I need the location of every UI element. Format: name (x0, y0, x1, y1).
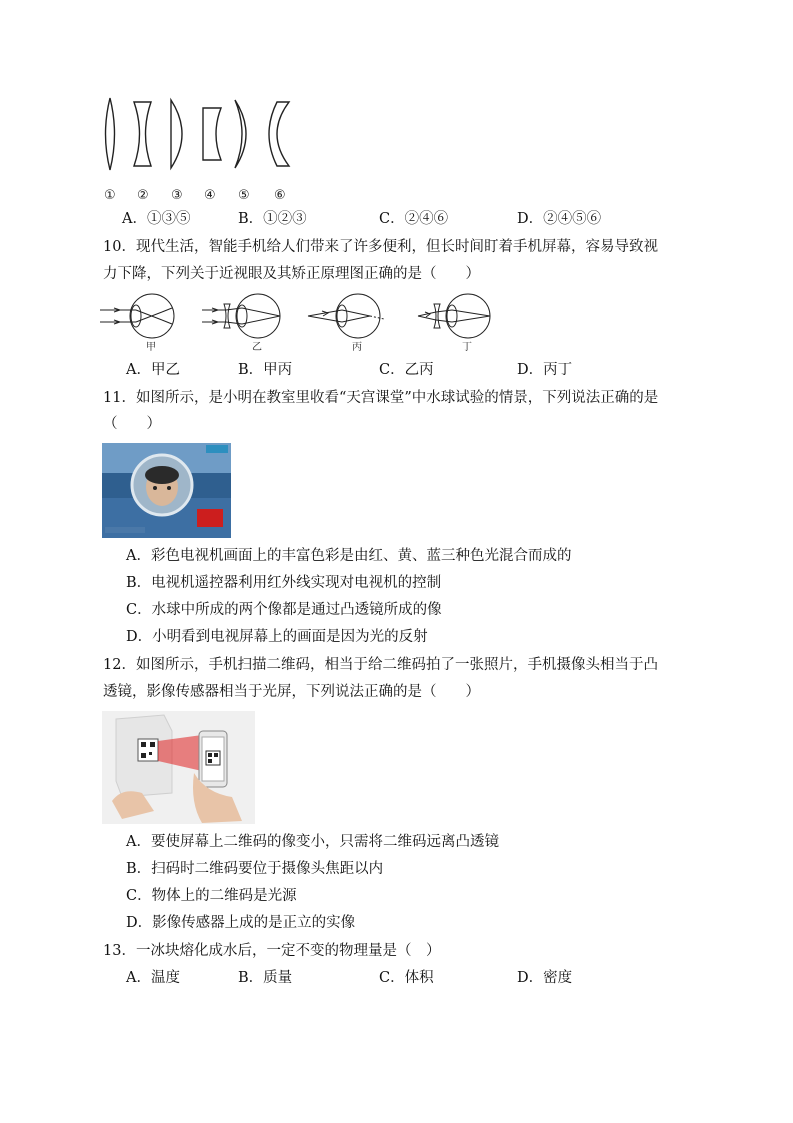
q11-option-a: A．彩色电视机画面上的丰富色彩是由红、黄、蓝三种色光混合而成的 (126, 548, 572, 564)
lens-label-1: ① (104, 188, 116, 203)
q9-option-c: C．②④⑥ (379, 211, 449, 227)
water-ball-tv-photo (102, 443, 231, 538)
lens-5-meniscus (235, 100, 246, 168)
q12-stem-line2: 透镜，影像传感器相当于光屏，下列说法正确的是（ ） (103, 684, 480, 700)
eye-label-yi: 乙 (252, 342, 262, 353)
lens-label-6: ⑥ (274, 188, 286, 203)
eye-label-ding: 丁 (462, 342, 472, 353)
lens-4-planoconcave (203, 108, 221, 160)
q10-stem-line2: 力下降，下列关于近视眼及其矫正原理图正确的是（ ） (103, 266, 480, 282)
eye-diagrams-figure (100, 290, 500, 354)
q12-option-a: A．要使屏幕上二维码的像变小，只需将二维码远离凸透镜 (126, 834, 499, 850)
q13-option-d: D．密度 (517, 970, 573, 986)
lens-2-biconcave (134, 102, 151, 166)
q13-option-b: B．质量 (238, 970, 293, 986)
lens-label-4: ④ (204, 188, 216, 203)
q10-option-d: D．丙丁 (517, 362, 573, 378)
q12-option-b: B．扫码时二维码要位于摄像头焦距以内 (126, 861, 384, 877)
q12-option-d: D．影像传感器上成的是正立的实像 (126, 915, 356, 931)
qr-scan-photo (102, 711, 255, 824)
lens-label-5: ⑤ (238, 188, 250, 203)
q13-option-c: C．体积 (379, 970, 434, 986)
q12-option-c: C．物体上的二维码是光源 (126, 888, 297, 904)
q11-option-d: D．小明看到电视屏幕上的画面是因为光的反射 (126, 629, 428, 645)
lens-1-biconvex (106, 98, 115, 170)
q10-option-c: C．乙丙 (379, 362, 434, 378)
eye-label-bing: 丙 (352, 342, 362, 353)
q13-stem: 13．一冰块熔化成水后，一定不变的物理量是（ ） (103, 943, 441, 959)
lens-label-3: ③ (171, 188, 183, 203)
q13-option-a: A．温度 (126, 970, 180, 986)
eye-diagram-yi (202, 294, 280, 338)
lens-3-planoconvex (171, 100, 182, 168)
q11-option-b: B．电视机遥控器利用红外线实现对电视机的控制 (126, 575, 442, 591)
q11-stem-line1: 11．如图所示，是小明在教室里收看“天宫课堂”中水球试验的情景，下列说法正确的是 (103, 390, 659, 406)
lens-shapes-figure (95, 92, 305, 204)
q9-option-a: A．①③⑤ (122, 211, 191, 227)
eye-diagram-bing (308, 294, 384, 338)
eye-diagram-ding (418, 294, 490, 338)
lens-label-2: ② (137, 188, 149, 203)
q10-stem-line1: 10．现代生活，智能手机给人们带来了许多便利，但长时间盯着手机屏幕，容易导致视 (103, 239, 658, 255)
q11-stem-line2: （ ） (103, 416, 161, 432)
lens-6-concave-meniscus (269, 102, 289, 166)
q12-stem-line1: 12．如图所示，手机扫描二维码，相当于给二维码拍了一张照片，手机摄像头相当于凸 (103, 657, 658, 673)
q10-option-a: A．甲乙 (126, 362, 180, 378)
q10-option-b: B．甲丙 (238, 362, 293, 378)
q11-option-c: C．水球中所成的两个像都是通过凸透镜所成的像 (126, 602, 442, 618)
eye-diagram-jia (100, 294, 174, 338)
q9-option-b: B．①②③ (238, 211, 307, 227)
eye-label-jia: 甲 (146, 342, 156, 353)
q9-option-d: D．②④⑤⑥ (517, 211, 602, 227)
